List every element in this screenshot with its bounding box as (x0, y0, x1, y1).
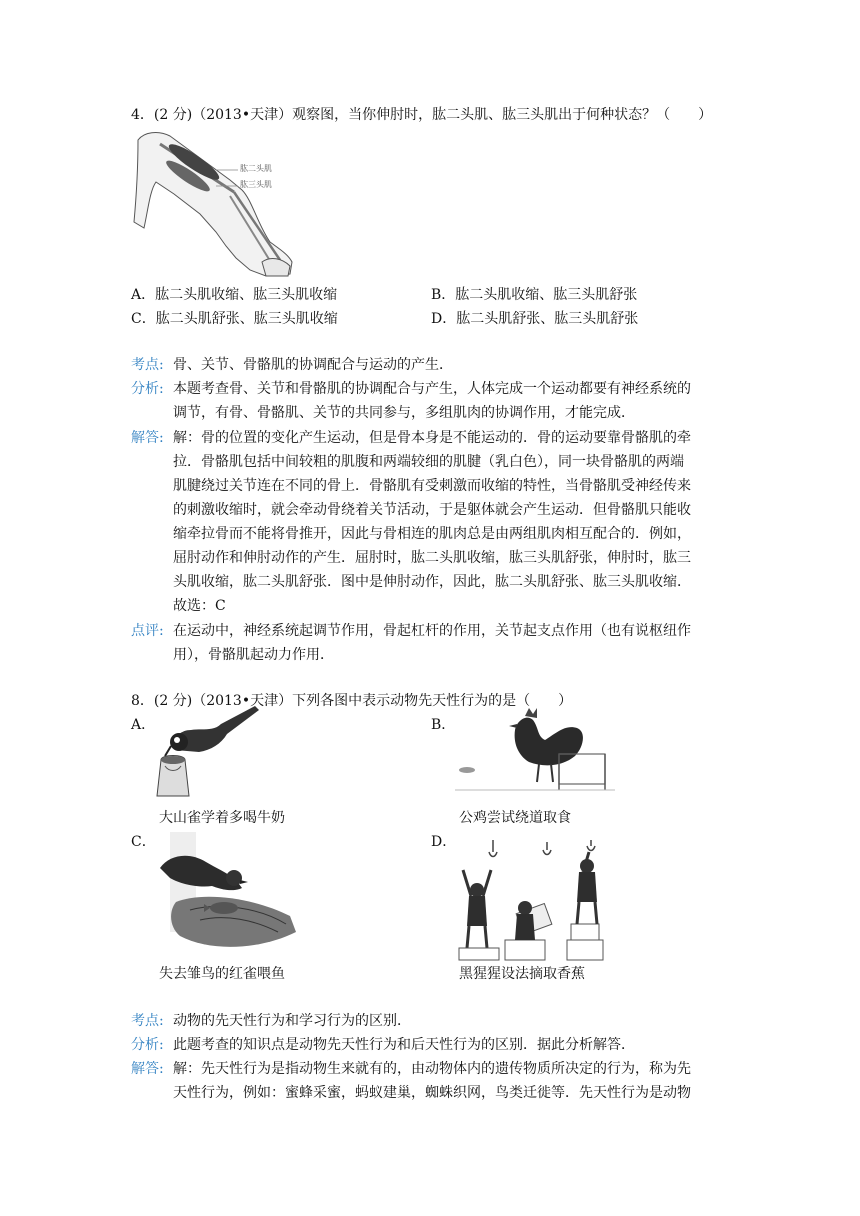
q8-kaodian: 动物的先天性行为和学习行为的区别． (173, 1013, 411, 1029)
label-triceps: 肱三头肌 (240, 180, 272, 189)
q4-jieda-line: 解：骨的位置的变化产生运动，但是骨本身是不能运动的．骨的运动要靠骨骼肌的牵 (173, 430, 691, 446)
q4-jieda-line: 拉．骨骼肌包括中间较粗的肌腹和两端较细的肌腱（乳白色），同一块骨骼肌的两端 (173, 454, 684, 470)
q8-jieda-line: 天性行为，例如：蜜蜂采蜜，蚂蚁建巢，蜘蛛织网，鸟类迁徙等．先天性行为是动物 (173, 1085, 691, 1101)
great-tit-milk-illustration (155, 700, 265, 800)
q4-dianping-line: 用），骨骼肌起动力作用． (173, 647, 334, 663)
arm-muscle-figure (130, 130, 295, 280)
q4-jieda-line: 头肌收缩，肱二头肌舒张．图中是伸肘动作，因此，肱二头肌舒张、肱三头肌收缩． (173, 574, 691, 590)
q4-jieda-line: 故选：C (173, 598, 226, 614)
q4-dianping-line: 在运动中，神经系统起调节作用，骨起杠杆的作用，关节起支点作用（也有说枢纽作 (173, 623, 691, 639)
q8-option-a-letter: A． (131, 717, 156, 733)
q4-kaodian-label: 考点: (131, 357, 164, 373)
q4-jieda-line: 的刺激收缩时，就会牵动骨绕着关节活动，于是躯体就会产生运动．但骨骼肌只能收 (173, 502, 691, 518)
q4-fenxi-label: 分析: (131, 381, 164, 397)
label-biceps: 肱二头肌 (240, 164, 272, 173)
q4-stem: 4．(2 分)（2013•天津）观察图，当你伸肘时，肱二头肌、肱三头肌出于何种状态？（ ） (131, 107, 713, 123)
q4-option-d: D．肱二头肌舒张、肱三头肌舒张 (431, 311, 639, 327)
q8-fenxi-label: 分析: (131, 1037, 164, 1053)
q8-stem: 8．(2 分)（2013•天津）下列各图中表示动物先天性行为的是（ ） (131, 693, 573, 709)
q4-fenxi-line: 本题考查骨、关节和骨骼肌的协调配合与产生，人体完成一个运动都要有神经系统的 (173, 381, 691, 397)
q8-jieda-label: 解答: (131, 1061, 164, 1077)
q8-kaodian-label: 考点: (131, 1013, 164, 1029)
chimpanzee-bananas-illustration (455, 836, 615, 961)
q4-jieda-line: 缩牵拉骨而不能将骨推开，因此与骨相连的肌肉总是由两组肌肉相互配合的．例如， (173, 526, 691, 542)
q4-jieda-line: 肌腱绕过关节连在不同的骨上．骨骼肌有受刺激而收缩的特性，当骨骼肌受神经传来 (173, 478, 691, 494)
cardinal-feeding-fish-illustration (150, 832, 300, 957)
q8-option-c-letter: C． (131, 834, 156, 850)
rooster-detour-illustration (455, 700, 615, 800)
q8-option-a-caption: 大山雀学着多喝牛奶 (159, 810, 285, 826)
q4-option-b: B．肱二头肌收缩、肱三头肌舒张 (431, 287, 638, 303)
q8-option-b-caption: 公鸡尝试绕道取食 (459, 810, 571, 826)
q8-option-d-caption: 黑猩猩设法摘取香蕉 (459, 966, 585, 982)
q4-kaodian: 骨、关节、骨骼肌的协调配合与运动的产生． (173, 357, 453, 373)
q4-option-a: A．肱二头肌收缩、肱三头肌收缩 (131, 287, 338, 303)
q4-option-c: C．肱二头肌舒张、肱三头肌收缩 (131, 311, 338, 327)
q8-fenxi: 此题考查的知识点是动物先天性行为和后天性行为的区别．据此分析解答． (173, 1037, 635, 1053)
q8-jieda-line: 解：先天性行为是指动物生来就有的，由动物体内的遗传物质所决定的行为，称为先 (173, 1061, 691, 1077)
q4-dianping-label: 点评: (131, 623, 164, 639)
q8-option-b-letter: B． (431, 717, 456, 733)
q4-fenxi-line: 调节，有骨、骨骼肌、关节的共同参与，多组肌肉的协调作用，才能完成． (173, 405, 635, 421)
q4-jieda-label: 解答: (131, 430, 164, 446)
q8-option-c-caption: 失去雏鸟的红雀喂鱼 (159, 966, 285, 982)
q4-jieda-line: 屈肘动作和伸肘动作的产生．屈肘时，肱二头肌收缩，肱三头肌舒张，伸肘时，肱三 (173, 550, 691, 566)
q8-option-d-letter: D． (431, 834, 457, 850)
